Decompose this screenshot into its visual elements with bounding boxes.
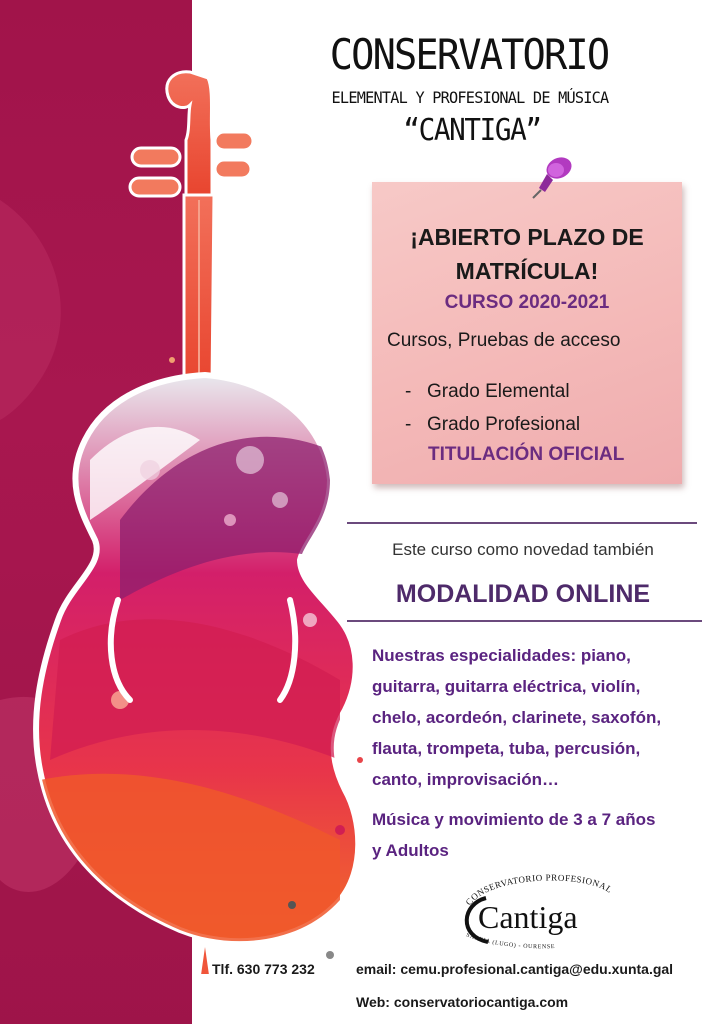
list-item xyxy=(405,408,580,441)
contact-website[interactable]: Web: conservatoriocantiga.com xyxy=(356,994,569,1010)
page-title: CONSERVATORIO xyxy=(329,30,609,79)
list-item xyxy=(405,375,580,408)
specialties-line: guitarra, guitarra eléctrica, violín, xyxy=(372,677,641,696)
grade-item-label: Grado Elemental xyxy=(427,381,570,402)
specialties-line: canto, improvisación… xyxy=(372,770,560,789)
logo-name: Cantiga xyxy=(478,899,578,935)
music-movement-line: y Adultos xyxy=(372,841,449,860)
page-subtitle: ELEMENTAL Y PROFESIONAL DE MÚSICA xyxy=(331,88,609,107)
divider-bottom xyxy=(347,620,702,622)
contact-email[interactable]: email: cemu.profesional.cantiga@edu.xunta.gal xyxy=(356,961,674,977)
grade-item-label: Grado Profesional xyxy=(427,414,581,435)
enrollment-headline xyxy=(372,220,682,288)
conservatory-name: “CANTIGA” xyxy=(403,113,541,148)
official-certificate: TITULACIÓN OFICIAL xyxy=(428,444,625,465)
specialties-text xyxy=(372,640,702,795)
specialties-line: flauta, trompeta, tuba, percusión, xyxy=(372,739,641,758)
enrollment-note xyxy=(372,182,682,484)
specialties-line: chelo, acordeón, clarinete, saxofón, xyxy=(372,708,662,727)
logo-bottom-text: SARRIA (LUGO) - OURENSE xyxy=(465,932,556,951)
contact-phone: Tlf. 630 773 232 xyxy=(212,961,315,977)
list-bullet: - xyxy=(405,414,412,435)
specialties-line: Nuestras especialidades: piano, xyxy=(372,646,631,665)
course-year: CURSO 2020-2021 xyxy=(444,292,610,313)
pushpin-icon xyxy=(525,152,577,202)
enrollment-headline-line2: MATRÍCULA! xyxy=(455,258,599,284)
list-bullet: - xyxy=(405,381,412,402)
divider-top xyxy=(347,522,697,524)
course-intro: Cursos, Pruebas de acceso xyxy=(387,330,621,351)
cantiga-logo xyxy=(448,866,623,954)
online-mode-heading: MODALIDAD ONLINE xyxy=(395,580,651,608)
logo-top-text: CONSERVATORIO PROFESIONAL xyxy=(463,872,615,908)
music-movement-text xyxy=(372,804,702,866)
music-movement-line: Música y movimiento de 3 a 7 años xyxy=(372,810,656,829)
grade-list xyxy=(405,375,580,441)
enrollment-headline-line1: ¡ABIERTO PLAZO DE xyxy=(410,224,644,250)
novelty-text: Este curso como novedad también xyxy=(392,540,654,559)
